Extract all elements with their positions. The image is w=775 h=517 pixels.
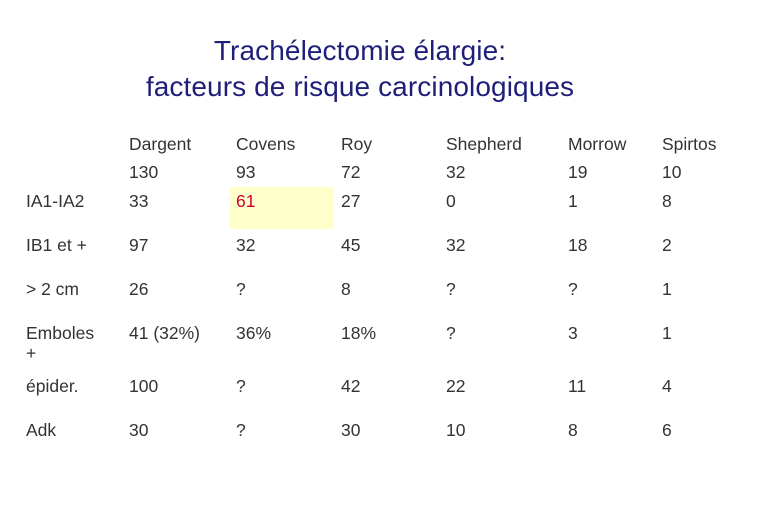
table-cell: 32: [446, 235, 466, 255]
slide-title-line-2: facteurs de risque carcinologiques: [145, 71, 575, 102]
table-cell: ?: [236, 420, 246, 440]
table-cell: 6: [662, 420, 672, 440]
table-cell: 33: [129, 191, 149, 211]
table-cell: ?: [236, 279, 246, 299]
table-cell: 27: [341, 191, 361, 211]
table-cell: 1: [662, 279, 672, 299]
column-count: 19: [568, 162, 588, 182]
table-cell: ?: [236, 376, 246, 396]
column-count: 72: [341, 162, 361, 182]
table-cell: 22: [446, 376, 466, 396]
table-cell: 18%: [341, 323, 377, 343]
table-cell-highlighted: 61: [236, 191, 256, 211]
slide-title-line-1: Trachélectomie élargie:: [213, 35, 507, 66]
table-cell: 42: [341, 376, 361, 396]
table-cell: 30: [341, 420, 361, 440]
table-cell: 11: [568, 376, 587, 396]
table-cell: 8: [662, 191, 672, 211]
column-count: 10: [662, 162, 682, 182]
column-count: 32: [446, 162, 466, 182]
column-header-shepherd: Shepherd: [446, 134, 522, 154]
table-cell: 36%: [236, 323, 272, 343]
slide-title: [0, 33, 720, 105]
column-header-covens: Covens: [236, 134, 296, 154]
column-header-morrow: Morrow: [568, 134, 627, 154]
column-header-roy: Roy: [341, 134, 373, 154]
row-label: Emboles +: [26, 323, 95, 363]
row-label: IA1-IA2: [26, 191, 85, 211]
table-cell: ?: [568, 279, 578, 299]
row-label: épider.: [26, 376, 79, 396]
table-cell: 8: [568, 420, 578, 440]
table-cell: 32: [236, 235, 256, 255]
column-header-dargent: Dargent: [129, 134, 192, 154]
table-cell: 8: [341, 279, 351, 299]
table-cell: 100: [129, 376, 159, 396]
column-header-spirtos: Spirtos: [662, 134, 717, 154]
table-cell: ?: [446, 279, 456, 299]
table-cell: 45: [341, 235, 361, 255]
table-cell: 1: [662, 323, 672, 343]
column-count: 93: [236, 162, 256, 182]
table-cell: 0: [446, 191, 456, 211]
table-cell: 10: [446, 420, 466, 440]
row-label: IB1 et +: [26, 235, 87, 255]
table-cell: 18: [568, 235, 588, 255]
table-cell: 41 (32%): [129, 323, 201, 343]
table-cell: ?: [446, 323, 456, 343]
table-cell: 1: [568, 191, 578, 211]
table-cell: 30: [129, 420, 149, 440]
table-cell: 4: [662, 376, 672, 396]
row-label: > 2 cm: [26, 279, 80, 299]
table-cell: 3: [568, 323, 578, 343]
table-cell: 2: [662, 235, 672, 255]
row-label: Adk: [26, 420, 57, 440]
table-cell: 26: [129, 279, 149, 299]
column-count: 130: [129, 162, 159, 182]
table-cell: 97: [129, 235, 149, 255]
